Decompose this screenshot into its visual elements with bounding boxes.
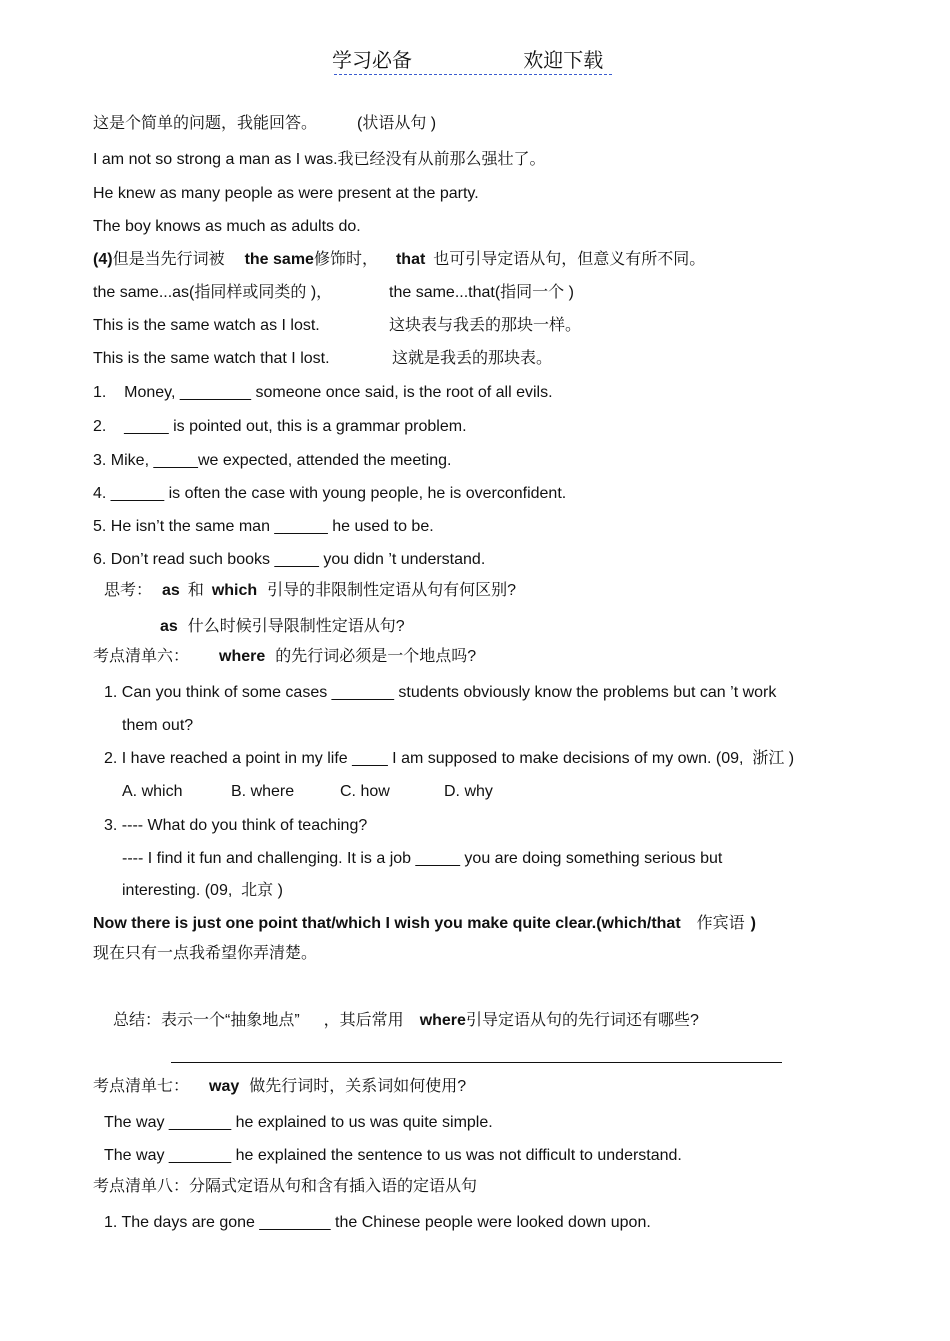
question-6: 6. Don’t read such books _____ you didn ’t understand. [93, 551, 486, 568]
line-6a: the same...as(指同样或同类的 )， [93, 284, 333, 301]
header-rule [334, 74, 612, 75]
line-7b: 这块表与我丢的那块一样。 [389, 317, 582, 334]
section-7-title: 考点清单七： way 做先行词时，关系词如何使用? [93, 1078, 467, 1095]
s7-sentence-1: The way _______ he explained to us was quite simple. [104, 1114, 493, 1131]
line-2: I am not so strong a man as I was.我已经没有从前那么强壮了。 [93, 151, 546, 168]
header-right: 欢迎下载 [523, 50, 604, 72]
line-1: 这是个简单的问题，我能回答。 (状语从句 ) [93, 115, 437, 132]
s7-sentence-2: The way _______ he explained the sentence to us was not difficult to understand. [104, 1147, 682, 1164]
s6-question-1a: 1. Can you think of some cases _______ students obviously know the problems but can ’t work [104, 684, 777, 701]
question-4: 4. ______ is often the case with young people, he is overconfident. [93, 485, 567, 502]
s8-question-1: 1. The days are gone ________ the Chinese people were looked down upon. [104, 1214, 651, 1231]
header-blank: __________ [412, 50, 524, 72]
summary-line: 总结：表示一个“抽象地点” ，其后常用 where引导定语从句的先行词还有哪些? [113, 1012, 699, 1029]
question-5: 5. He isn’t the same man ______ he used to be. [93, 518, 434, 535]
s6-option-a: A. which [122, 783, 183, 800]
line-5: (4)但是当先行词被 the same修饰时， that 也可引导定语从句，但意义有所不同。 [93, 251, 706, 268]
think-2: as 什么时候引导限制性定语从句? [160, 618, 405, 635]
question-2: 2. _____ is pointed out, this is a grammar problem. [93, 418, 467, 435]
line-8b: 这就是我丢的那块表。 [392, 350, 553, 367]
bold-example: Now there is just one point that/which I wish you make quite clear.(which/that 作宾语 ) [93, 915, 756, 932]
s6-option-c: C. how [340, 783, 390, 800]
line-8a: This is the same watch that I lost. [93, 350, 330, 367]
s6-question-3a: 3. ---- What do you think of teaching? [104, 817, 368, 834]
line-6b: the same...that(指同一个 ) [389, 284, 574, 301]
page-header [332, 48, 603, 74]
think-1: 思考： as 和 which 引导的非限制性定语从句有何区别? [104, 582, 517, 599]
s6-option-b: B. where [231, 783, 295, 800]
section-6-title: 考点清单六： where 的先行词必须是一个地点吗? [93, 648, 477, 665]
line-4: The boy knows as much as adults do. [93, 218, 361, 235]
question-1: 1. Money, ________ someone once said, is the root of all evils. [93, 384, 553, 401]
question-3: 3. Mike, _____we expected, attended the meeting. [93, 452, 452, 469]
s6-question-1b: them out? [122, 717, 194, 734]
s6-question-3c: interesting. (09, 北京 ) [122, 882, 283, 899]
section-8-title: 考点清单八：分隔式定语从句和含有插入语的定语从句 [93, 1178, 478, 1195]
bold-example-translation: 现在只有一点我希望你弄清楚。 [93, 945, 318, 962]
s6-question-3b: ---- I find it fun and challenging. It is a job _____ you are doing something serious but [122, 850, 723, 867]
header-left: 学习必备 [332, 50, 412, 72]
s6-question-2: 2. I have reached a point in my life ____ I am supposed to make decisions of my own. (09, 浙江 ) [104, 750, 795, 767]
line-7a: This is the same watch as I lost. [93, 317, 320, 334]
summary-answer-line [171, 1062, 782, 1063]
s6-option-d: D. why [444, 783, 493, 800]
line-3: He knew as many people as were present at the party. [93, 185, 479, 202]
